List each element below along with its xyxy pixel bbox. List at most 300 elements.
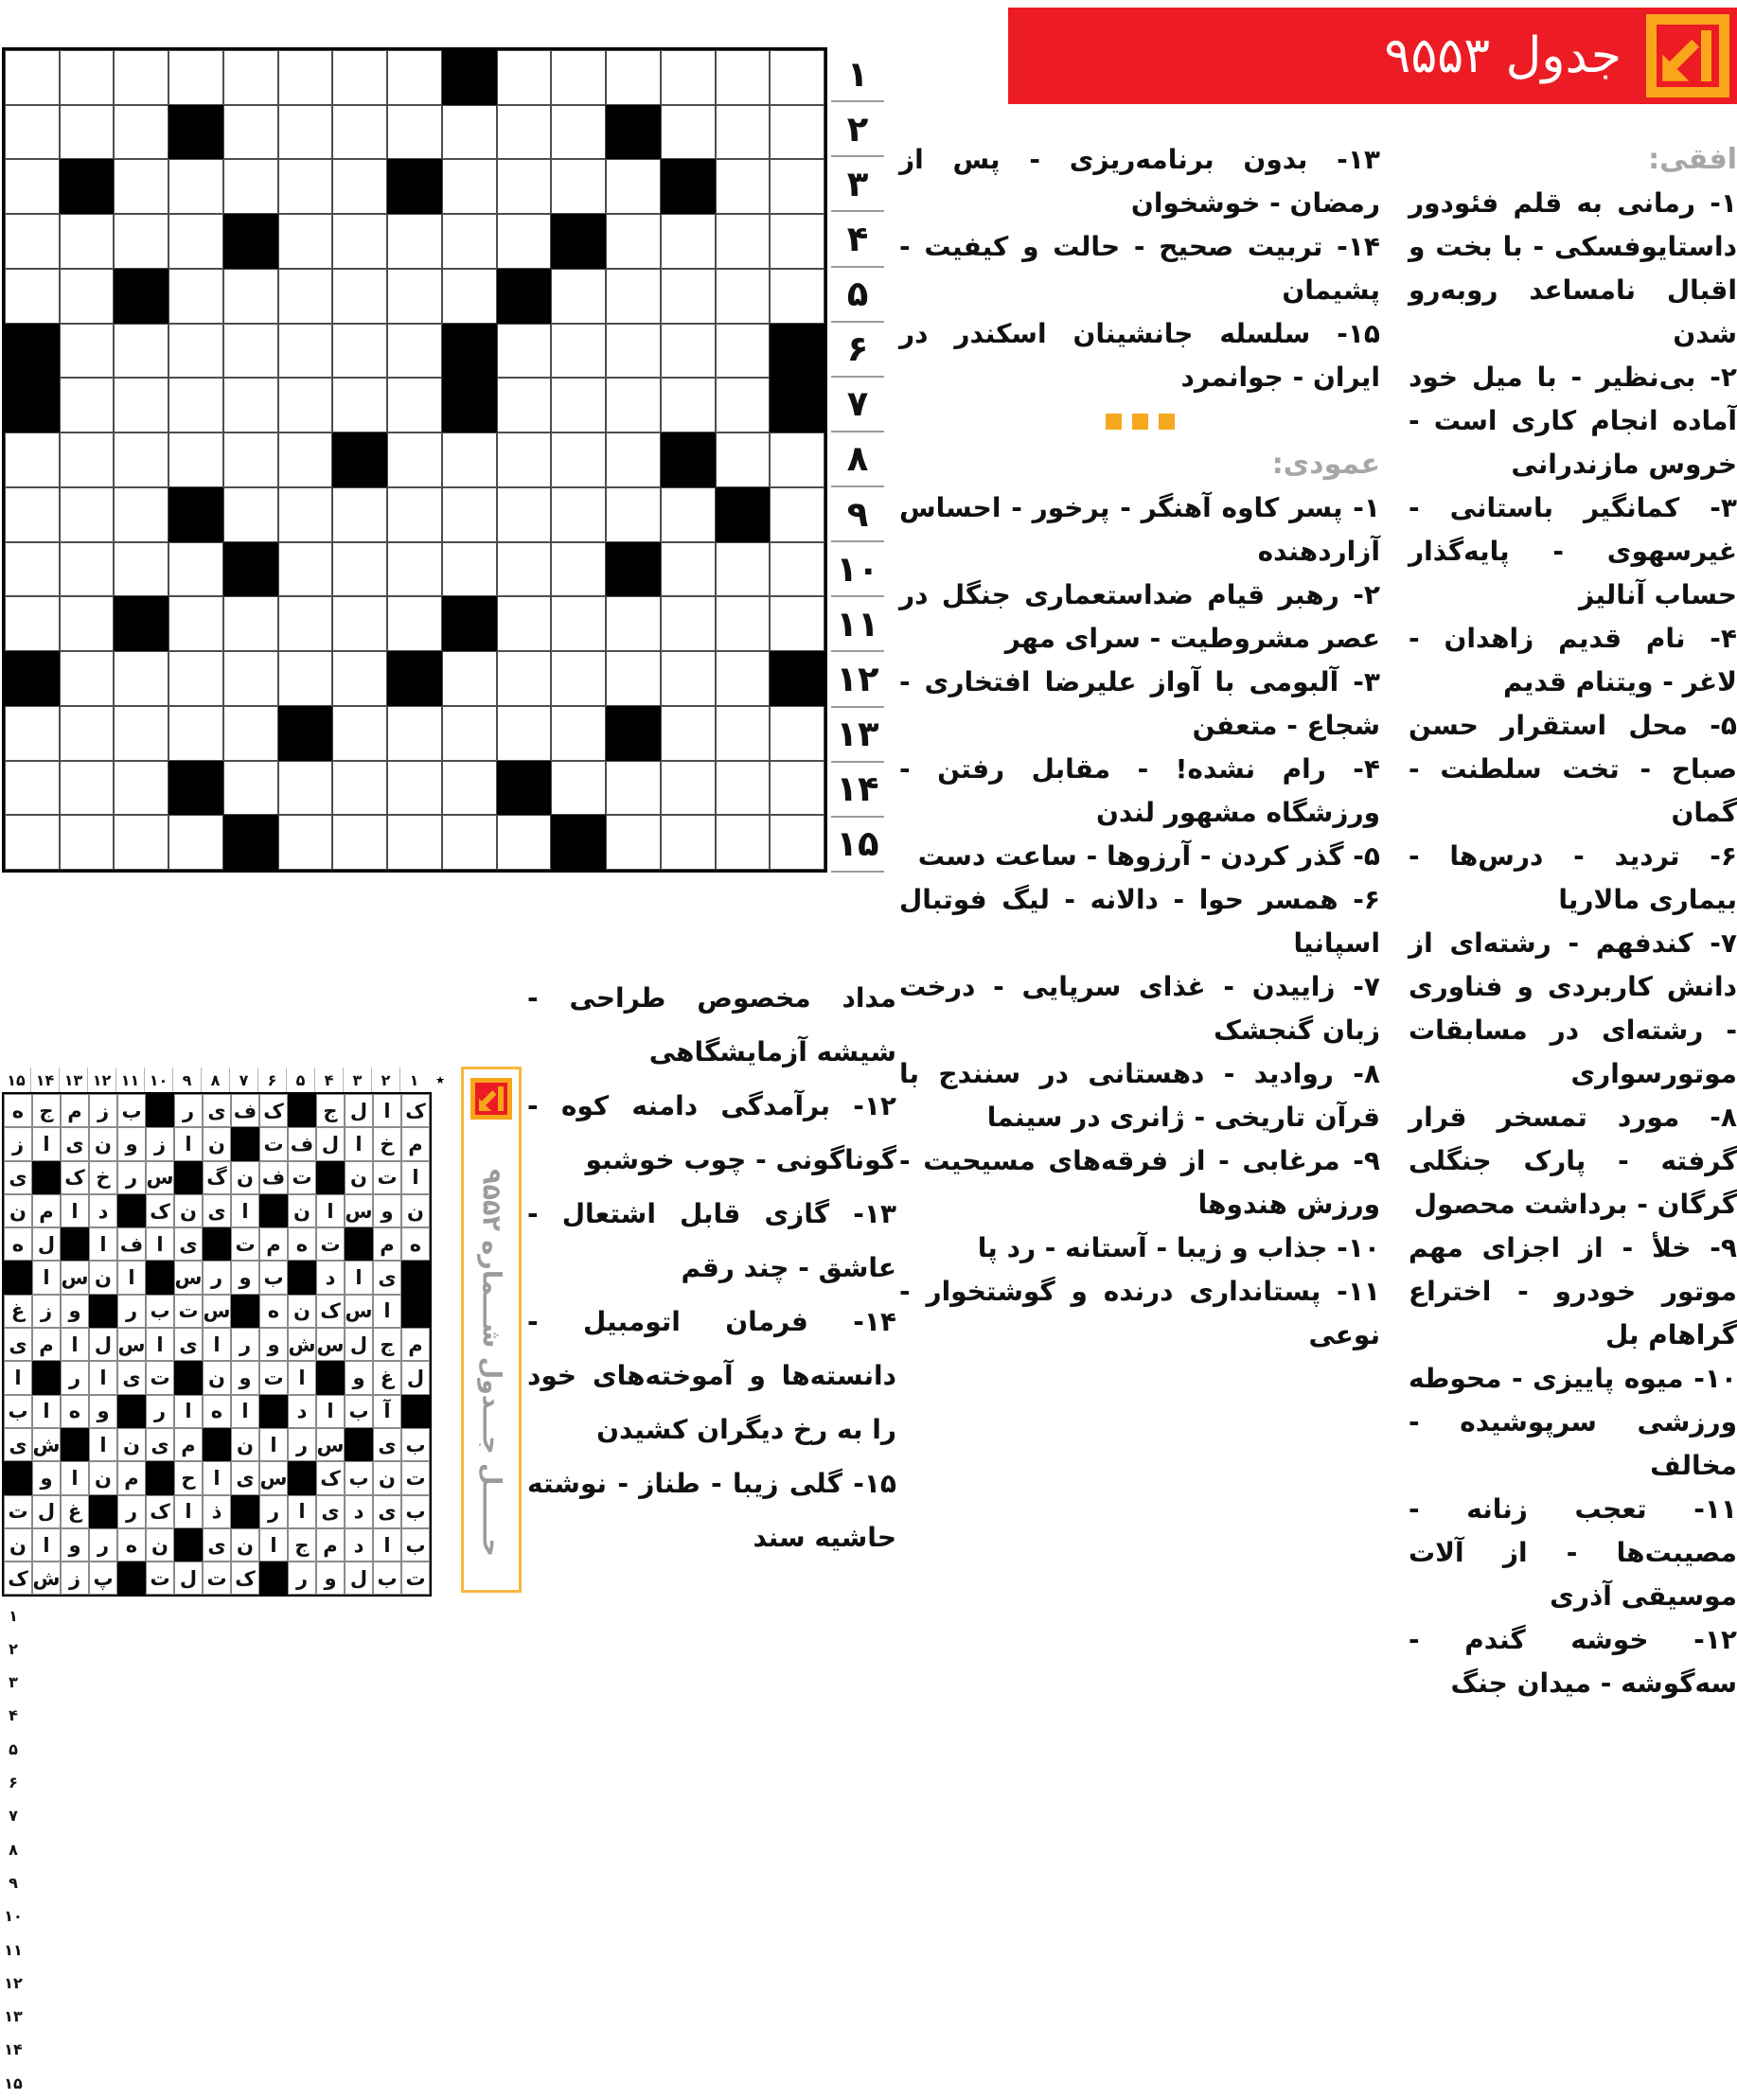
solved-cell-r10-c4: ا (316, 1395, 345, 1428)
grid-cell-r10-c3[interactable] (114, 542, 168, 597)
grid-cell-r15-c14[interactable] (716, 815, 771, 870)
grid-cell-r3-c1[interactable] (5, 159, 60, 214)
grid-cell-r8-c3[interactable] (114, 432, 168, 487)
grid-cell-r1-c14[interactable] (716, 50, 771, 105)
grid-cell-r6-c7[interactable] (332, 324, 387, 379)
grid-cell-r14-c1[interactable] (5, 761, 60, 816)
grid-cell-r4-c11[interactable] (551, 214, 606, 269)
grid-cell-r15-c11[interactable] (551, 815, 606, 870)
grid-cell-r6-c10[interactable] (497, 324, 552, 379)
grid-cell-r4-c4[interactable] (168, 214, 223, 269)
solved-cell-r12-c12: ن (89, 1461, 117, 1494)
grid-cell-r3-c8[interactable] (387, 159, 442, 214)
grid-cell-r7-c4[interactable] (168, 378, 223, 432)
grid-cell-r2-c12[interactable] (606, 105, 661, 160)
grid-cell-r1-c9[interactable] (442, 50, 497, 105)
across-clue-continued-3: ۱۵- سلسله جانشینان اسکندر در ایران - جوانمرد (899, 318, 1380, 393)
crossword-grid-9553[interactable] (2, 47, 827, 873)
grid-cell-r7-c3[interactable] (114, 378, 168, 432)
grid-cell-r3-c6[interactable] (278, 159, 333, 214)
grid-cell-r2-c2[interactable] (60, 105, 115, 160)
solved-cell-r5-c13 (61, 1227, 89, 1261)
grid-cell-r7-c2[interactable] (60, 378, 115, 432)
grid-cell-r1-c3[interactable] (114, 50, 168, 105)
grid-cell-r11-c8[interactable] (387, 596, 442, 651)
grid-cell-r6-c5[interactable] (223, 324, 278, 379)
solved-cell-r14-c14: ا (32, 1528, 61, 1562)
grid-cell-r2-c14[interactable] (716, 105, 771, 160)
grid-cell-r2-c6[interactable] (278, 105, 333, 160)
grid-cell-r2-c13[interactable] (661, 105, 716, 160)
grid-cell-r6-c12[interactable] (606, 324, 661, 379)
grid-cell-r8-c7[interactable] (332, 432, 387, 487)
grid-cell-r5-c13[interactable] (661, 269, 716, 324)
grid-cell-r10-c7[interactable] (332, 542, 387, 597)
grid-cell-r2-c9[interactable] (442, 105, 497, 160)
grid-cell-r14-c2[interactable] (60, 761, 115, 816)
grid-cell-r6-c14[interactable] (716, 324, 771, 379)
solved-cell-r5-c12: ا (89, 1227, 117, 1261)
grid-cell-r4-c1[interactable] (5, 214, 60, 269)
solved-row-9 (4, 1361, 430, 1394)
grid-cell-r7-c13[interactable] (661, 378, 716, 432)
grid-cell-r13-c3[interactable] (114, 706, 168, 761)
across-clue-12: ۱۲- خوشه گندم - سه‌گوشه - میدان جنگ (1409, 1624, 1737, 1699)
grid-cell-r5-c4[interactable] (168, 269, 223, 324)
grid-cell-r13-c6[interactable] (278, 706, 333, 761)
grid-cell-r7-c5[interactable] (223, 378, 278, 432)
grid-cell-r10-c11[interactable] (551, 542, 606, 597)
grid-cell-r9-c6[interactable] (278, 487, 333, 542)
solved-row-number-9: ۹ (9, 1873, 18, 1892)
down-clue-continued-3: ۱۳- گازی قابل اشتعال - عاشق - چند رقم (527, 1198, 896, 1283)
grid-cell-r10-c4[interactable] (168, 542, 223, 597)
grid-cell-r7-c14[interactable] (716, 378, 771, 432)
grid-cell-r8-c15[interactable] (770, 432, 824, 487)
grid-cell-r4-c13[interactable] (661, 214, 716, 269)
grid-cell-r12-c3[interactable] (114, 651, 168, 706)
crossword-logo-icon-small (470, 1078, 512, 1120)
grid-cell-r4-c15[interactable] (770, 214, 824, 269)
grid-cell-r11-c9[interactable] (442, 596, 497, 651)
solved-col-number-4: ۴ (314, 1068, 343, 1092)
grid-cell-r9-c5[interactable] (223, 487, 278, 542)
grid-cell-r3-c3[interactable] (114, 159, 168, 214)
grid-cell-r8-c10[interactable] (497, 432, 552, 487)
grid-cell-r9-c3[interactable] (114, 487, 168, 542)
grid-cell-r2-c5[interactable] (223, 105, 278, 160)
grid-cell-r5-c3[interactable] (114, 269, 168, 324)
solved-cell-r15-c14: ش (32, 1562, 61, 1595)
solved-cell-r15-c13: ز (61, 1562, 89, 1595)
grid-cell-r2-c11[interactable] (551, 105, 606, 160)
grid-cell-r9-c4[interactable] (168, 487, 223, 542)
grid-cell-r1-c7[interactable] (332, 50, 387, 105)
grid-cell-r4-c10[interactable] (497, 214, 552, 269)
orange-square-icon (1132, 414, 1148, 430)
grid-cell-r1-c8[interactable] (387, 50, 442, 105)
grid-cell-r12-c5[interactable] (223, 651, 278, 706)
grid-cell-r12-c11[interactable] (551, 651, 606, 706)
grid-cell-r11-c15[interactable] (770, 596, 824, 651)
grid-cell-r5-c7[interactable] (332, 269, 387, 324)
solved-cell-r9-c8: ن (203, 1361, 231, 1394)
solved-cell-r3-c5: ت (288, 1161, 316, 1194)
grid-cell-r13-c9[interactable] (442, 706, 497, 761)
solved-cell-r4-c8: ی (203, 1194, 231, 1227)
grid-cell-r5-c8[interactable] (387, 269, 442, 324)
grid-cell-r11-c11[interactable] (551, 596, 606, 651)
grid-cell-r13-c1[interactable] (5, 706, 60, 761)
solved-row-6 (4, 1261, 430, 1294)
grid-cell-r2-c7[interactable] (332, 105, 387, 160)
grid-cell-r9-c1[interactable] (5, 487, 60, 542)
down-clue-9: ۹- مرغابی - از فرقه‌های مسیحیت - ورزش هندوها (899, 1145, 1380, 1220)
grid-cell-r11-c1[interactable] (5, 596, 60, 651)
grid-cell-r12-c12[interactable] (606, 651, 661, 706)
grid-cell-r6-c4[interactable] (168, 324, 223, 379)
grid-cell-r11-c6[interactable] (278, 596, 333, 651)
grid-cell-r12-c10[interactable] (497, 651, 552, 706)
grid-cell-r15-c7[interactable] (332, 815, 387, 870)
grid-cell-r14-c11[interactable] (551, 761, 606, 816)
grid-cell-r13-c10[interactable] (497, 706, 552, 761)
solved-cell-r6-c5 (288, 1261, 316, 1294)
grid-cell-r1-c10[interactable] (497, 50, 552, 105)
grid-cell-r3-c4[interactable] (168, 159, 223, 214)
grid-cell-r8-c13[interactable] (661, 432, 716, 487)
grid-cell-r14-c15[interactable] (770, 761, 824, 816)
grid-cell-r6-c15[interactable] (770, 324, 824, 379)
grid-cell-r3-c9[interactable] (442, 159, 497, 214)
grid-cell-r14-c6[interactable] (278, 761, 333, 816)
grid-cell-r11-c3[interactable] (114, 596, 168, 651)
grid-cell-r12-c6[interactable] (278, 651, 333, 706)
grid-cell-r3-c11[interactable] (551, 159, 606, 214)
grid-cell-r11-c10[interactable] (497, 596, 552, 651)
across-clue-11: ۱۱- تعجب زنانه - مصیبت‌ها - از آلات موسیقی آذری (1409, 1493, 1737, 1612)
solved-cell-r3-c11: ر (117, 1161, 146, 1194)
grid-cell-r4-c8[interactable] (387, 214, 442, 269)
grid-cell-r8-c5[interactable] (223, 432, 278, 487)
logo-inner-square (1657, 25, 1720, 88)
down-clue-3: ۳- آلبومی با آواز علیرضا افتخاری - شجاع - متعفن (899, 666, 1380, 741)
grid-cell-r10-c14[interactable] (716, 542, 771, 597)
grid-cell-r15-c3[interactable] (114, 815, 168, 870)
grid-cell-r14-c13[interactable] (661, 761, 716, 816)
grid-cell-r7-c12[interactable] (606, 378, 661, 432)
solved-cell-r11-c9: م (174, 1428, 203, 1461)
grid-cell-r8-c6[interactable] (278, 432, 333, 487)
grid-cell-r5-c2[interactable] (60, 269, 115, 324)
grid-cell-r8-c14[interactable] (716, 432, 771, 487)
grid-cell-r5-c15[interactable] (770, 269, 824, 324)
solved-cell-r9-c4 (316, 1361, 345, 1394)
grid-cell-r5-c9[interactable] (442, 269, 497, 324)
grid-cell-r4-c6[interactable] (278, 214, 333, 269)
grid-cell-r10-c10[interactable] (497, 542, 552, 597)
grid-cell-r12-c4[interactable] (168, 651, 223, 706)
grid-cell-r1-c1[interactable] (5, 50, 60, 105)
solved-cell-r14-c10: ن (146, 1528, 174, 1562)
grid-cell-r1-c4[interactable] (168, 50, 223, 105)
grid-cell-r3-c12[interactable] (606, 159, 661, 214)
grid-cell-r9-c2[interactable] (60, 487, 115, 542)
grid-cell-r13-c13[interactable] (661, 706, 716, 761)
grid-cell-r3-c10[interactable] (497, 159, 552, 214)
grid-cell-r3-c7[interactable] (332, 159, 387, 214)
grid-cell-r6-c9[interactable] (442, 324, 497, 379)
grid-cell-r11-c7[interactable] (332, 596, 387, 651)
grid-cell-r15-c5[interactable] (223, 815, 278, 870)
grid-cell-r5-c14[interactable] (716, 269, 771, 324)
solution-reference-box (461, 1067, 522, 1593)
grid-cell-r9-c13[interactable] (661, 487, 716, 542)
grid-cell-r15-c1[interactable] (5, 815, 60, 870)
grid-cell-r15-c12[interactable] (606, 815, 661, 870)
grid-cell-r8-c8[interactable] (387, 432, 442, 487)
solved-cell-r2-c8: ن (203, 1127, 231, 1160)
grid-cell-r13-c4[interactable] (168, 706, 223, 761)
grid-cell-r12-c13[interactable] (661, 651, 716, 706)
grid-cell-r10-c6[interactable] (278, 542, 333, 597)
grid-cell-r4-c14[interactable] (716, 214, 771, 269)
grid-cell-r13-c15[interactable] (770, 706, 824, 761)
grid-cell-r6-c11[interactable] (551, 324, 606, 379)
solved-cell-r4-c6 (259, 1194, 288, 1227)
solved-cell-r6-c3: ا (345, 1261, 373, 1294)
solved-cell-r12-c5 (288, 1461, 316, 1494)
solved-cell-r1-c12: ز (89, 1094, 117, 1127)
grid-cell-r13-c7[interactable] (332, 706, 387, 761)
grid-cell-r7-c11[interactable] (551, 378, 606, 432)
grid-cell-r4-c5[interactable] (223, 214, 278, 269)
grid-cell-r4-c3[interactable] (114, 214, 168, 269)
solved-cell-r4-c5: ن (288, 1194, 316, 1227)
grid-cell-r2-c8[interactable] (387, 105, 442, 160)
solved-row-number-5: ۵ (9, 1739, 18, 1758)
solved-cell-r6-c2: ی (373, 1261, 401, 1294)
grid-cell-r6-c8[interactable] (387, 324, 442, 379)
grid-cell-r15-c2[interactable] (60, 815, 115, 870)
grid-cell-r8-c9[interactable] (442, 432, 497, 487)
solved-cell-r2-c4: ل (316, 1127, 345, 1160)
grid-cell-r9-c9[interactable] (442, 487, 497, 542)
grid-cell-r8-c12[interactable] (606, 432, 661, 487)
three-orange-squares-icon (899, 399, 1380, 443)
grid-cell-r5-c6[interactable] (278, 269, 333, 324)
grid-cell-r12-c2[interactable] (60, 651, 115, 706)
grid-cell-r12-c9[interactable] (442, 651, 497, 706)
grid-cell-r11-c2[interactable] (60, 596, 115, 651)
solved-cell-r7-c5: ن (288, 1295, 316, 1328)
grid-cell-r9-c11[interactable] (551, 487, 606, 542)
grid-cell-r14-c10[interactable] (497, 761, 552, 816)
grid-cell-r1-c6[interactable] (278, 50, 333, 105)
grid-cell-r6-c1[interactable] (5, 324, 60, 379)
grid-cell-r4-c2[interactable] (60, 214, 115, 269)
solved-cell-r5-c1: ه (401, 1227, 430, 1261)
grid-cell-r14-c5[interactable] (223, 761, 278, 816)
grid-cell-r12-c14[interactable] (716, 651, 771, 706)
grid-cell-r10-c12[interactable] (606, 542, 661, 597)
solved-col-number-12: ۱۲ (87, 1068, 115, 1092)
solved-cell-r4-c10: ک (146, 1194, 174, 1227)
grid-cell-r4-c9[interactable] (442, 214, 497, 269)
grid-cell-r12-c8[interactable] (387, 651, 442, 706)
grid-cell-r2-c4[interactable] (168, 105, 223, 160)
grid-cell-r14-c8[interactable] (387, 761, 442, 816)
solved-cell-r8-c15: ی (4, 1328, 32, 1361)
grid-cell-r3-c2[interactable] (60, 159, 115, 214)
grid-cell-r5-c11[interactable] (551, 269, 606, 324)
grid-cell-r2-c15[interactable] (770, 105, 824, 160)
grid-cell-r10-c9[interactable] (442, 542, 497, 597)
solved-cell-r10-c1 (401, 1395, 430, 1428)
solved-cell-r5-c9: ی (174, 1227, 203, 1261)
down-heading: عمودی: (1271, 448, 1380, 481)
orange-square-icon (1159, 414, 1175, 430)
grid-cell-r14-c9[interactable] (442, 761, 497, 816)
grid-cell-r11-c4[interactable] (168, 596, 223, 651)
grid-cell-r11-c5[interactable] (223, 596, 278, 651)
solved-cell-r8-c8: ا (203, 1328, 231, 1361)
grid-cell-r8-c11[interactable] (551, 432, 606, 487)
grid-cell-r1-c15[interactable] (770, 50, 824, 105)
grid-cell-r5-c10[interactable] (497, 269, 552, 324)
solved-cell-r2-c14: ا (32, 1127, 61, 1160)
grid-cell-r14-c7[interactable] (332, 761, 387, 816)
solved-cell-r2-c10: ز (146, 1127, 174, 1160)
grid-cell-r10-c5[interactable] (223, 542, 278, 597)
solved-grid-9552 (2, 1092, 432, 1597)
solved-cell-r9-c5: ا (288, 1361, 316, 1394)
grid-cell-r7-c6[interactable] (278, 378, 333, 432)
grid-cell-r7-c1[interactable] (5, 378, 60, 432)
grid-cell-r10-c8[interactable] (387, 542, 442, 597)
grid-cell-r9-c8[interactable] (387, 487, 442, 542)
solved-cell-r12-c1: ت (401, 1461, 430, 1494)
grid-cell-r7-c10[interactable] (497, 378, 552, 432)
grid-cell-r10-c13[interactable] (661, 542, 716, 597)
solved-row-number-4: ۴ (9, 1706, 18, 1725)
grid-cell-r1-c11[interactable] (551, 50, 606, 105)
grid-cell-r5-c12[interactable] (606, 269, 661, 324)
grid-cell-r9-c7[interactable] (332, 487, 387, 542)
grid-cell-r10-c2[interactable] (60, 542, 115, 597)
solved-cell-r7-c3: س (345, 1295, 373, 1328)
grid-cell-r7-c15[interactable] (770, 378, 824, 432)
solved-cell-r1-c3: ل (345, 1094, 373, 1127)
grid-cell-r14-c12[interactable] (606, 761, 661, 816)
grid-cell-r10-c15[interactable] (770, 542, 824, 597)
grid-cell-r13-c11[interactable] (551, 706, 606, 761)
grid-cell-r8-c1[interactable] (5, 432, 60, 487)
across-clue-6: ۶- تردید - درس‌ها - بیماری مالاریا (1409, 840, 1737, 915)
grid-cell-r12-c7[interactable] (332, 651, 387, 706)
grid-cell-r11-c13[interactable] (661, 596, 716, 651)
grid-cell-r14-c4[interactable] (168, 761, 223, 816)
grid-cell-r9-c12[interactable] (606, 487, 661, 542)
grid-cell-r7-c7[interactable] (332, 378, 387, 432)
grid-cell-r5-c5[interactable] (223, 269, 278, 324)
solved-cell-r7-c4: ک (316, 1295, 345, 1328)
solved-col-number-11: ۱۱ (115, 1068, 144, 1092)
grid-cell-r3-c14[interactable] (716, 159, 771, 214)
grid-cell-r9-c15[interactable] (770, 487, 824, 542)
solved-cell-r3-c13: ک (61, 1161, 89, 1194)
grid-cell-r13-c8[interactable] (387, 706, 442, 761)
grid-cell-r8-c4[interactable] (168, 432, 223, 487)
solved-cell-r3-c10: س (146, 1161, 174, 1194)
solved-cell-r5-c14: ل (32, 1227, 61, 1261)
grid-cell-r13-c12[interactable] (606, 706, 661, 761)
grid-cell-r3-c15[interactable] (770, 159, 824, 214)
grid-cell-r6-c3[interactable] (114, 324, 168, 379)
grid-cell-r6-c13[interactable] (661, 324, 716, 379)
across-clue-4: ۴- نام قدیم زاهدان - لاغر - ویتنام قدیم (1409, 623, 1737, 697)
grid-cell-r3-c5[interactable] (223, 159, 278, 214)
grid-cell-r15-c10[interactable] (497, 815, 552, 870)
grid-cell-r15-c9[interactable] (442, 815, 497, 870)
grid-cell-r12-c1[interactable] (5, 651, 60, 706)
across-clue-7: ۷- کندفهم - رشته‌ای از دانش کاربردی و فناوری - رشته‌ای در مسابقات موتورسواری (1409, 927, 1737, 1089)
grid-cell-r15-c13[interactable] (661, 815, 716, 870)
grid-cell-r2-c3[interactable] (114, 105, 168, 160)
grid-cell-r9-c14[interactable] (716, 487, 771, 542)
grid-cell-r1-c5[interactable] (223, 50, 278, 105)
grid-cell-r15-c6[interactable] (278, 815, 333, 870)
solved-cell-r11-c15: ی (4, 1428, 32, 1461)
grid-cell-r5-c1[interactable] (5, 269, 60, 324)
grid-cell-r7-c8[interactable] (387, 378, 442, 432)
grid-cell-r11-c12[interactable] (606, 596, 661, 651)
grid-cell-r10-c1[interactable] (5, 542, 60, 597)
solved-cell-r1-c11: ب (117, 1094, 146, 1127)
grid-cell-r8-c2[interactable] (60, 432, 115, 487)
solved-cell-r14-c1: ب (401, 1528, 430, 1562)
grid-cell-r12-c15[interactable] (770, 651, 824, 706)
grid-cell-r13-c14[interactable] (716, 706, 771, 761)
grid-cell-r1-c2[interactable] (60, 50, 115, 105)
grid-cell-r6-c2[interactable] (60, 324, 115, 379)
grid-cell-r13-c2[interactable] (60, 706, 115, 761)
solved-cell-r7-c9: ت (174, 1295, 203, 1328)
grid-cell-r2-c1[interactable] (5, 105, 60, 160)
grid-cell-r15-c8[interactable] (387, 815, 442, 870)
solved-cell-r7-c15: غ (4, 1295, 32, 1328)
grid-cell-r13-c5[interactable] (223, 706, 278, 761)
grid-cell-r15-c4[interactable] (168, 815, 223, 870)
solved-cell-r6-c10 (146, 1261, 174, 1294)
grid-cell-r6-c6[interactable] (278, 324, 333, 379)
grid-cell-r15-c15[interactable] (770, 815, 824, 870)
grid-cell-r4-c7[interactable] (332, 214, 387, 269)
grid-cell-r4-c12[interactable] (606, 214, 661, 269)
grid-cell-r7-c9[interactable] (442, 378, 497, 432)
grid-cell-r9-c10[interactable] (497, 487, 552, 542)
grid-cell-r1-c12[interactable] (606, 50, 661, 105)
grid-row-number-15: ۱۵ (831, 818, 884, 873)
grid-cell-r2-c10[interactable] (497, 105, 552, 160)
grid-cell-r14-c3[interactable] (114, 761, 168, 816)
grid-cell-r11-c14[interactable] (716, 596, 771, 651)
grid-cell-r14-c14[interactable] (716, 761, 771, 816)
grid-cell-r1-c13[interactable] (661, 50, 716, 105)
grid-cell-r3-c13[interactable] (661, 159, 716, 214)
solved-col-number-7: ۷ (229, 1068, 257, 1092)
solved-cell-r12-c4: ک (316, 1461, 345, 1494)
